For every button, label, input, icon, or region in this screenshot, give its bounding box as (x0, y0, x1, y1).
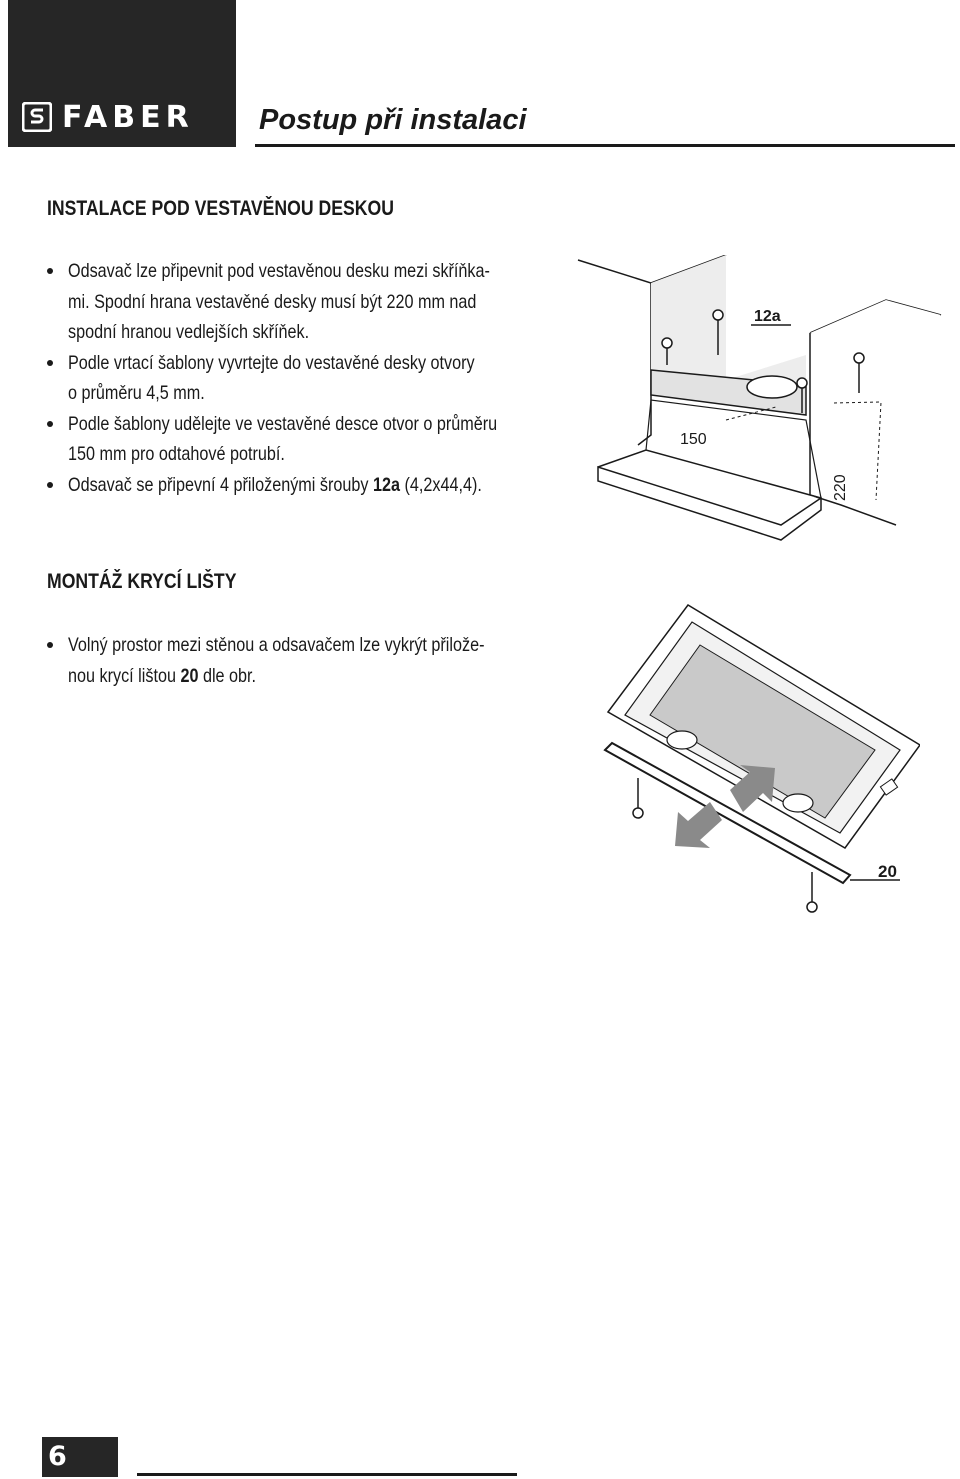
bullet-icon (47, 642, 53, 648)
filter-hole-icon (783, 794, 813, 812)
cover-strip-steps-list (47, 630, 570, 691)
text-line: Odsavač lze připevnit pod vestavěnou desku mezi skříňka- (68, 260, 490, 282)
brand-logo-block (8, 0, 236, 147)
text-fragment: (4,2x44,4). (399, 473, 482, 496)
list-item (47, 630, 570, 691)
text-fragment: Odsavač se připevní 4 přiloženými šrouby (68, 473, 373, 496)
part-number: 20 (180, 664, 199, 687)
text-fragment: dle obr. (198, 664, 257, 687)
strip-label: 20 (878, 862, 897, 881)
page-number: 6 (48, 1441, 67, 1472)
filter-hole-icon (667, 731, 697, 749)
screw-label: 12a (754, 308, 781, 325)
right-cabinet (810, 300, 941, 525)
text-line: Volný prostor mezi stěnou a odsavačem lze vykrýt přilože- (68, 634, 485, 656)
footer-rule (137, 1473, 517, 1476)
list-item (47, 256, 585, 348)
text-line: spodní hranou vedlejších skříňek. (68, 321, 310, 343)
bullet-icon (47, 421, 53, 427)
hole-diameter-label: 150 (680, 431, 707, 448)
duct-hole (747, 376, 797, 398)
section-heading-cover-strip: MONTÁŽ KRYCÍ LIŠTY (47, 570, 237, 593)
installation-steps-list (47, 256, 585, 500)
section-heading-installation: INSTALACE POD VESTAVĚNOU DESKOU (47, 197, 394, 220)
part-number: 12a (372, 473, 400, 496)
text-line (68, 470, 482, 501)
bullet-icon (47, 482, 53, 488)
text-line: Podle šablony udělejte ve vestavěné desce otvor o průměru (68, 412, 498, 435)
list-item (47, 470, 585, 501)
list-item (47, 409, 585, 470)
text-line: mi. Spodní hrana vestavěné desky musí být 220 mm nad (68, 290, 477, 313)
bullet-icon (47, 360, 53, 366)
installation-diagram (576, 255, 946, 545)
text-line: o průměru 4,5 mm. (68, 382, 205, 404)
text-line: 150 mm pro odtahové potrubí. (68, 443, 285, 465)
header-rule (255, 144, 955, 147)
bullet-icon (47, 268, 53, 274)
text-fragment: nou krycí lištou (68, 664, 181, 687)
text-line: Podle vrtací šablony vyvrtejte do vestavěné desky otvory (68, 351, 475, 374)
cover-strip-diagram (600, 600, 920, 918)
text-line (68, 661, 256, 692)
height-label: 220 (832, 474, 849, 501)
faber-logo-icon (22, 102, 52, 132)
hood-body (598, 450, 821, 540)
brand-name: FABER (62, 100, 194, 135)
list-item (47, 348, 585, 409)
page-title: Postup při instalaci (259, 104, 527, 136)
